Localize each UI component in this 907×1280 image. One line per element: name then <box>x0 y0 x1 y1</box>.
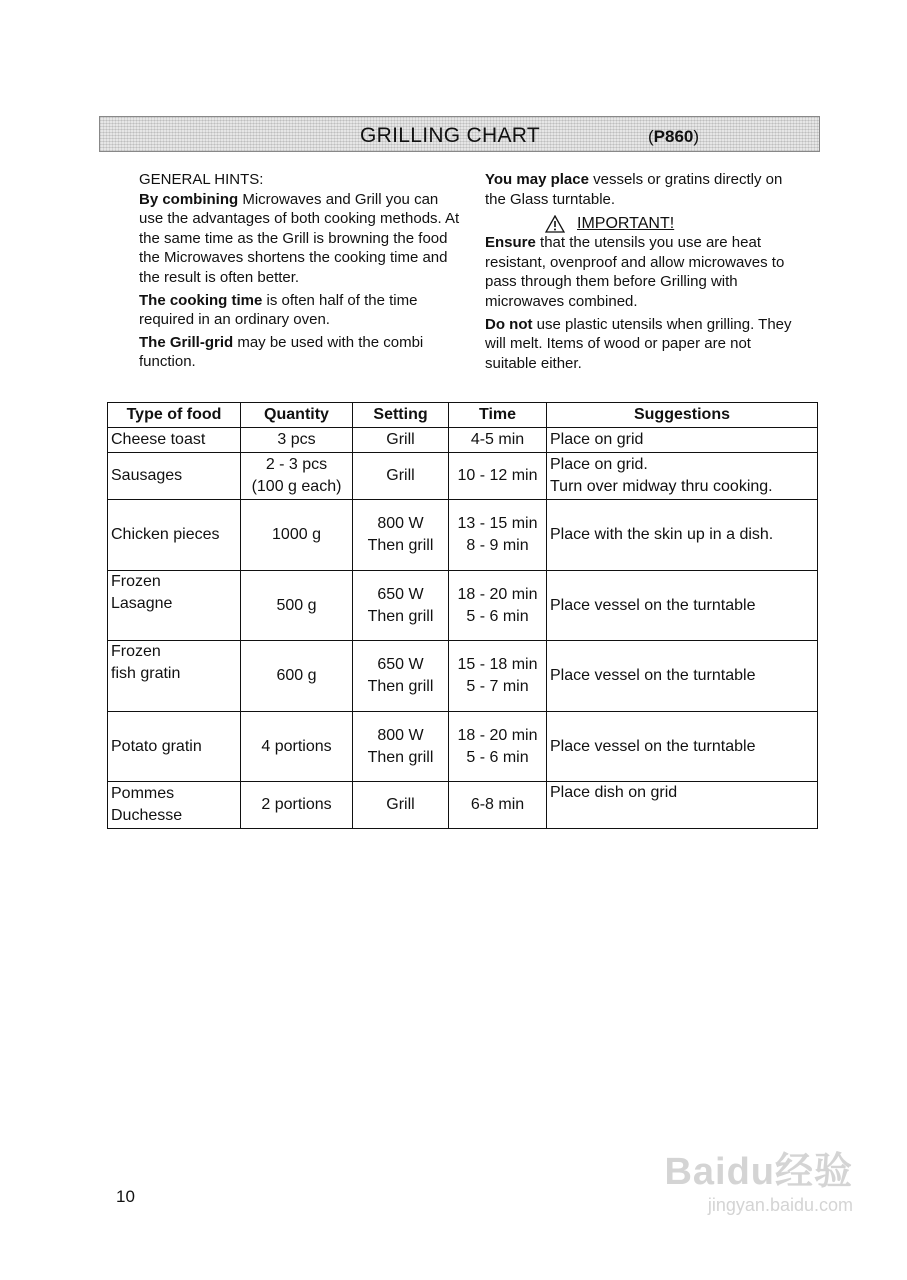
hint-combining: By combining Microwaves and Grill you can use the advantages of both cooking methods. At the same time as the Grill is browning the food the Microwaves shortens the cooking time and the result is often better. <box>139 190 460 286</box>
cell-quantity: 2 portions <box>241 782 353 829</box>
hint-ensure: Ensure that the utensils you use are heat resistant, ovenproof and allow microwaves to pass through them before Grilling with microwaves combined. <box>485 234 785 310</box>
cell-time: 10 - 12 min <box>449 453 547 500</box>
watermark-url: jingyan.baidu.com <box>707 1195 853 1215</box>
cell-suggestion: Place vessel on the turntable <box>547 571 818 641</box>
title-banner <box>99 116 820 152</box>
cell-quantity: 4 portions <box>241 712 353 782</box>
table-row <box>108 500 818 571</box>
cell-time: 4-5 min <box>449 428 547 453</box>
cell-suggestion: Place vessel on the turntable <box>547 641 818 712</box>
header-time: Time <box>449 403 547 428</box>
cell-quantity: 3 pcs <box>241 428 353 453</box>
cell-time: 15 - 18 min 5 - 7 min <box>449 641 547 712</box>
table-header-row <box>108 403 818 428</box>
right-hints <box>485 170 805 373</box>
hints-heading: GENERAL HINTS: <box>139 171 264 188</box>
hint-grill-grid: The Grill-grid may be used with the combi function. <box>139 333 424 371</box>
cell-setting: 650 W Then grill <box>353 571 449 641</box>
cell-suggestion: Place on grid. Turn over midway thru cooking. <box>547 453 818 500</box>
cell-time: 6-8 min <box>449 782 547 829</box>
cell-quantity: 2 - 3 pcs (100 g each) <box>241 453 353 500</box>
model-label: (P860) <box>648 127 700 146</box>
table-row <box>108 782 818 829</box>
cell-quantity: 500 g <box>241 571 353 641</box>
table-row <box>108 453 818 500</box>
cell-suggestion: Place on grid <box>547 428 818 453</box>
cell-food: Frozen Lasagne <box>108 571 241 641</box>
header-setting: Setting <box>353 403 449 428</box>
table-row <box>108 428 818 453</box>
table-row <box>108 571 818 641</box>
page-number: 10 <box>116 1187 135 1206</box>
header-type-of-food: Type of food <box>108 403 241 428</box>
warning-icon <box>545 215 565 233</box>
watermark-brand: Baidu经验 <box>664 1151 853 1193</box>
cell-suggestion: Place dish on grid <box>547 782 818 829</box>
cell-setting: Grill <box>353 428 449 453</box>
hint-place: You may place vessels or gratins directly on the Glass turntable. <box>485 171 783 208</box>
cell-food: Potato gratin <box>108 712 241 782</box>
hint-do-not: Do not use plastic utensils when grilling. They will melt. Items of wood or paper are not suitable either. <box>485 315 792 372</box>
cell-food: Frozen fish gratin <box>108 641 241 712</box>
page-title: GRILLING CHART <box>360 124 541 147</box>
cell-setting: 800 W Then grill <box>353 712 449 782</box>
cell-food: Cheese toast <box>108 428 241 453</box>
cell-suggestion: Place vessel on the turntable <box>547 712 818 782</box>
cell-food: Pommes Duchesse <box>108 782 241 829</box>
cell-food: Sausages <box>108 453 241 500</box>
cell-food: Chicken pieces <box>108 500 241 571</box>
cell-quantity: 600 g <box>241 641 353 712</box>
grilling-table <box>107 402 818 829</box>
table-row <box>108 641 818 712</box>
header-suggestions: Suggestions <box>547 403 818 428</box>
header-quantity: Quantity <box>241 403 353 428</box>
important-heading: IMPORTANT! <box>545 215 805 233</box>
cell-quantity: 1000 g <box>241 500 353 571</box>
cell-time: 13 - 15 min 8 - 9 min <box>449 500 547 571</box>
cell-setting: Grill <box>353 453 449 500</box>
hint-cooking-time: The cooking time is often half of the time required in an ordinary oven. <box>139 291 418 329</box>
cell-setting: 800 W Then grill <box>353 500 449 571</box>
cell-time: 18 - 20 min 5 - 6 min <box>449 571 547 641</box>
cell-setting: 650 W Then grill <box>353 641 449 712</box>
table-row <box>108 712 818 782</box>
cell-time: 18 - 20 min 5 - 6 min <box>449 712 547 782</box>
cell-suggestion: Place with the skin up in a dish. <box>547 500 818 571</box>
watermark <box>623 1150 853 1216</box>
cell-setting: Grill <box>353 782 449 829</box>
general-hints <box>139 170 464 372</box>
